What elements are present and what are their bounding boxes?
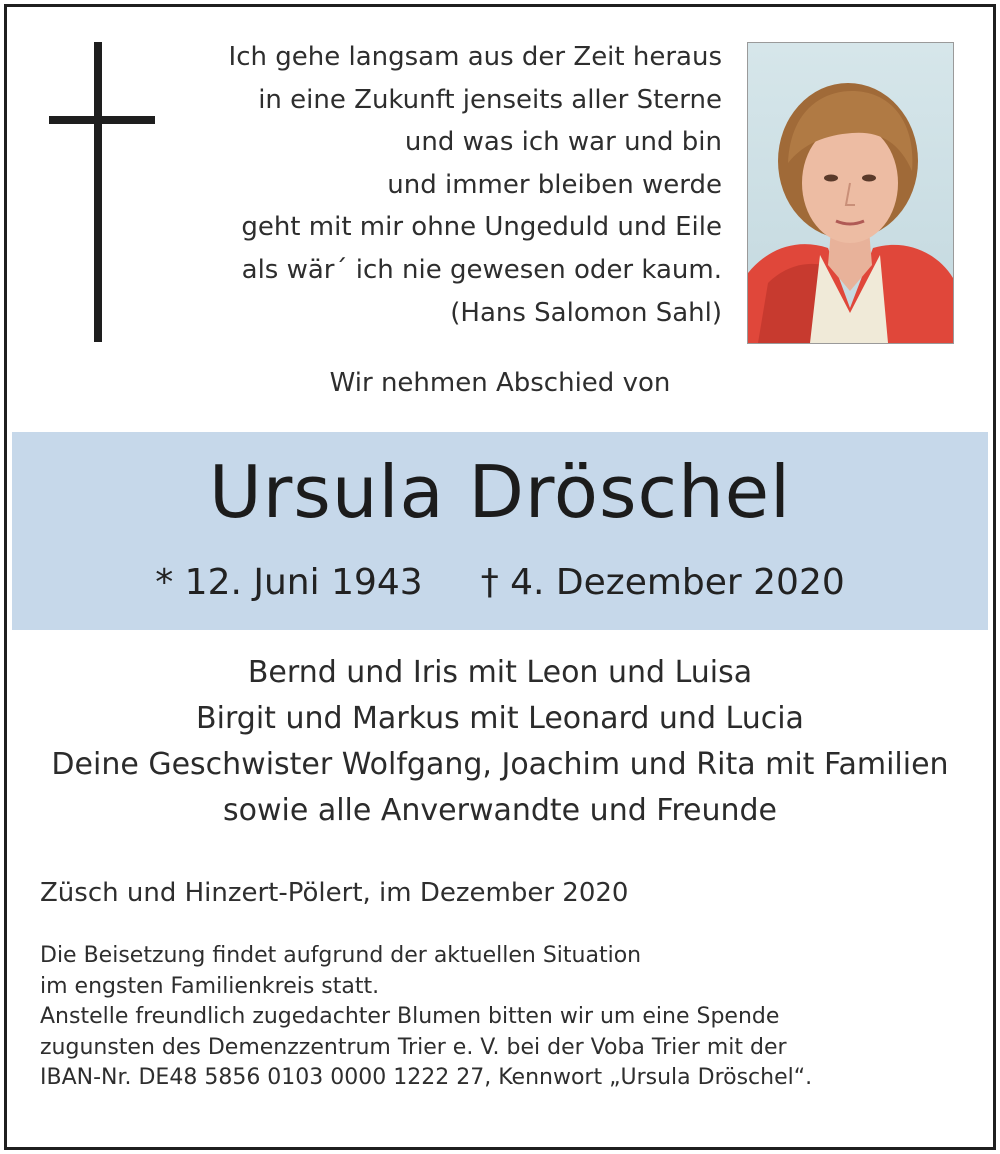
- mourner-line: sowie alle Anverwandte und Freunde: [222, 793, 778, 828]
- notice-line: im engsten Familienkreis statt.: [40, 973, 380, 999]
- notice-line: Anstelle freundlich zugedachter Blumen bitten wir um eine Spende: [40, 1004, 780, 1030]
- cross-vertical-bar: [94, 42, 102, 342]
- funeral-notice: [40, 941, 812, 1094]
- life-dates: [0, 562, 1000, 603]
- deceased-name: Ursula Dröschel: [209, 450, 791, 534]
- mourner-line: Bernd und Iris mit Leon und Luisa: [247, 655, 753, 690]
- portrait-illustration: [748, 43, 953, 343]
- poem: [102, 36, 722, 335]
- place-and-date: Züsch und Hinzert-Pölert, im Dezember 2020: [40, 878, 629, 908]
- mourners-list: [0, 650, 1000, 834]
- poem-line: Ich gehe langsam aus der Zeit heraus: [228, 42, 722, 72]
- poem-line: und was ich war und bin: [404, 127, 722, 157]
- notice-line: Die Beisetzung findet aufgrund der aktuellen Situation: [40, 943, 642, 968]
- intro-text: Wir nehmen Abschied von: [329, 368, 671, 398]
- death-date: † 4. Dezember 2020: [480, 562, 845, 603]
- poem-line: und immer bleiben werde: [387, 169, 722, 200]
- poem-author: (Hans Salomon Sahl): [450, 298, 722, 328]
- poem-line: geht mit mir ohne Ungeduld und Eile: [241, 212, 722, 242]
- birth-date: * 12. Juni 1943: [155, 562, 423, 603]
- poem-line: in eine Zukunft jenseits aller Sterne: [258, 84, 722, 115]
- mourner-line: Birgit und Markus mit Leonard und Lucia: [196, 701, 804, 736]
- poem-line: als wär´ ich nie gewesen oder kaum.: [241, 254, 722, 285]
- notice-line: IBAN-Nr. DE48 5856 0103 0000 1222 27, Kennwort „Ursula Dröschel“.: [40, 1065, 813, 1091]
- mourner-line: Deine Geschwister Wolfgang, Joachim und Rita mit Familien: [51, 747, 949, 782]
- portrait-photo: [747, 42, 954, 344]
- notice-line: zugunsten des Demenzzentrum Trier e. V. bei der Voba Trier mit der: [40, 1034, 787, 1060]
